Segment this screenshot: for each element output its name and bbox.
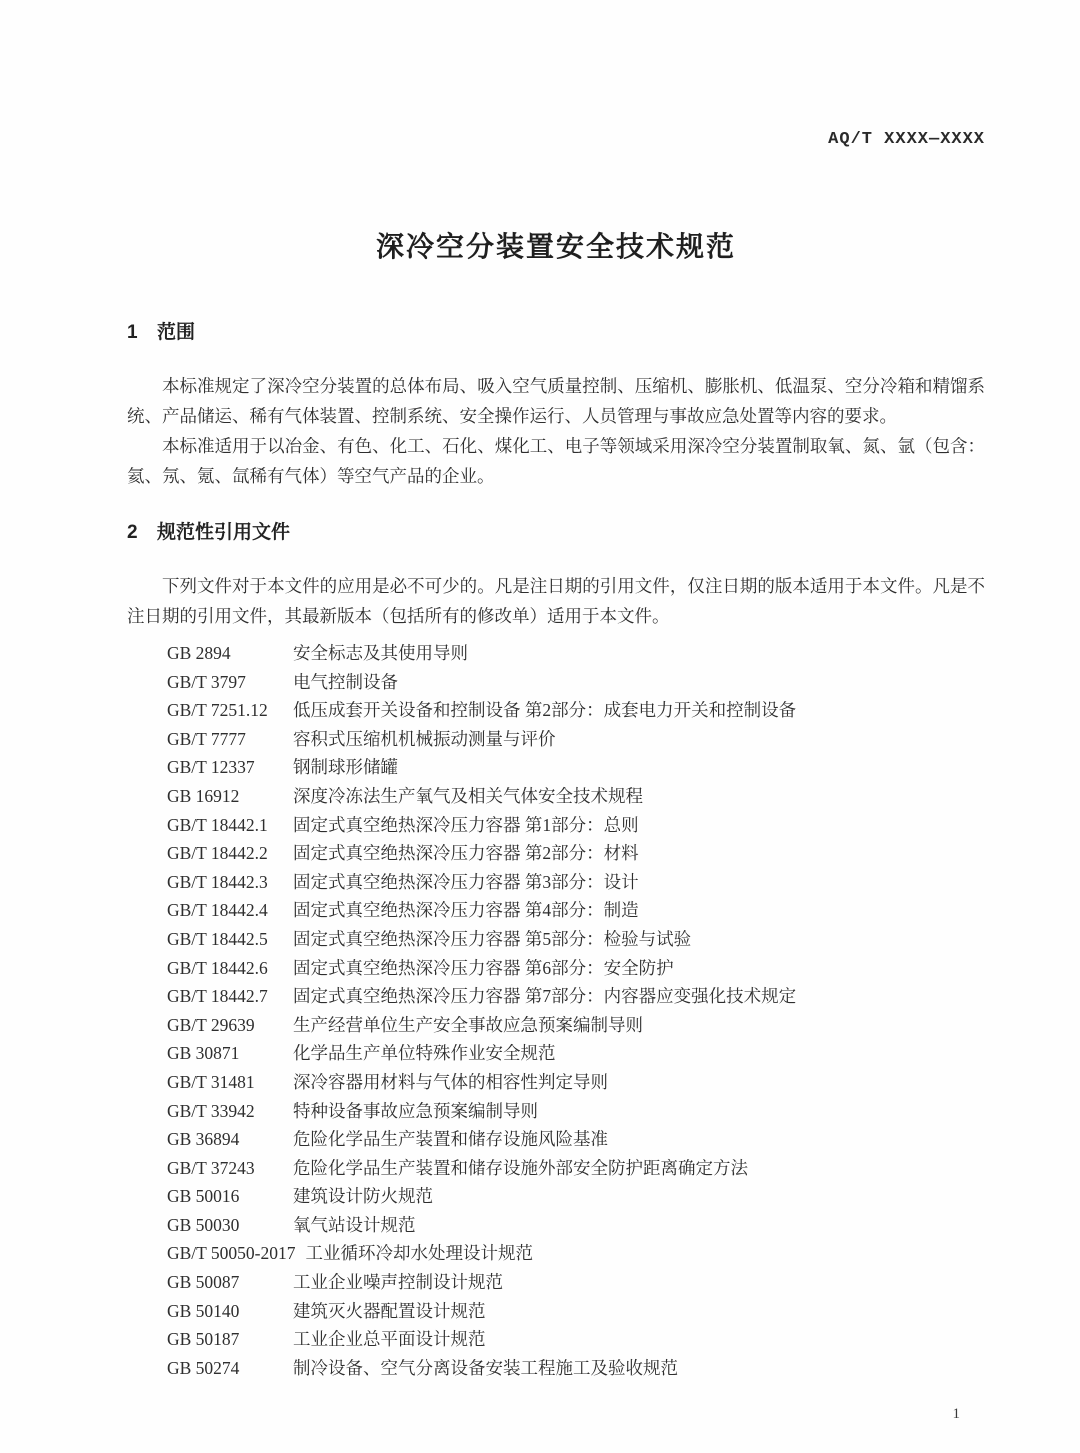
reference-code: GB/T 31481 [167,1071,255,1092]
reference-item [127,639,985,668]
reference-code: GB/T 37243 [167,1157,255,1178]
section-2-heading [127,521,985,545]
section-1-heading [127,321,985,345]
reference-code: GB/T 33942 [167,1100,255,1121]
reference-title: 特种设备事故应急预案编制导则 [293,1100,538,1121]
reference-item [127,1325,985,1354]
section-1-label: 范围 [157,322,196,343]
reference-title: 氧气站设计规范 [293,1214,416,1235]
document-title: 深冷空分装置安全技术规范 [375,231,736,262]
reference-title: 安全标志及其使用导则 [293,643,468,663]
reference-item [127,1125,985,1154]
reference-code: GB 50030 [167,1214,240,1235]
reference-title: 工业循环冷却水处理设计规范 [305,1243,533,1264]
reference-item [127,1268,985,1297]
reference-title: 建筑设计防火规范 [293,1186,433,1207]
reference-title: 深度冷冻法生产氧气及相关气体安全技术规程 [293,785,643,806]
reference-code: GB 50016 [167,1186,240,1207]
reference-title: 固定式真空绝热深冷压力容器 第4部分：制造 [293,900,639,921]
reference-code: GB 2894 [167,643,231,663]
reference-title: 固定式真空绝热深冷压力容器 第1部分：总则 [293,814,639,835]
references-intro-paragraph: 下列文件对于本文件的应用是必不可少的。凡是注日期的引用文件，仅注日期的版本适用于本文件。凡是不注日期的引用文件，其最新版本（包括所有的修改单）适用于本文件。 [127,576,985,626]
reference-item [127,1211,985,1240]
reference-title: 固定式真空绝热深冷压力容器 第3部分：设计 [293,871,639,892]
reference-code: GB/T 7777 [167,728,246,749]
reference-item [127,1354,985,1383]
reference-item [127,1297,985,1326]
reference-code: GB 50087 [167,1272,240,1293]
reference-item [127,782,985,811]
reference-code: GB 50274 [167,1357,240,1378]
page-header [127,130,985,149]
reference-item [127,696,985,725]
reference-code: GB/T 18442.4 [167,900,268,921]
reference-item [127,982,985,1011]
reference-code: GB/T 3797 [167,671,246,692]
reference-code: GB/T 29639 [167,1014,255,1035]
scope-paragraph-2: 本标准适用于以冶金、有色、化工、石化、煤化工、电子等领域采用深冷空分装置制取氧、氮、氩（包含：氦、氖、氪、氙稀有气体）等空气产品的企业。 [127,436,985,486]
reference-item [127,1068,985,1097]
reference-title: 工业企业噪声控制设计规范 [293,1272,503,1293]
reference-code: GB/T 50050-2017 [167,1243,296,1264]
reference-code: GB/T 7251.12 [167,700,268,721]
reference-title: 固定式真空绝热深冷压力容器 第6部分：安全防护 [293,957,674,978]
reference-code: GB/T 18442.7 [167,986,268,1007]
reference-code: GB 50140 [167,1300,240,1321]
section-2-label: 规范性引用文件 [157,522,291,543]
reference-item [127,954,985,983]
reference-list [127,639,985,1382]
reference-code: GB 30871 [167,1043,240,1064]
reference-item [127,1154,985,1183]
section-2-number: 2 [127,522,138,543]
reference-title: 化学品生产单位特殊作业安全规范 [293,1043,556,1064]
reference-code: GB 36894 [167,1129,240,1150]
reference-code: GB/T 18442.1 [167,814,268,835]
reference-title: 工业企业总平面设计规范 [293,1329,486,1350]
reference-item [127,811,985,840]
reference-item [127,925,985,954]
reference-title: 危险化学品生产装置和储存设施外部安全防护距离确定方法 [293,1157,748,1178]
reference-item [127,896,985,925]
reference-item [127,1039,985,1068]
reference-title: 深冷容器用材料与气体的相容性判定导则 [293,1071,608,1092]
reference-title: 电气控制设备 [293,671,398,692]
reference-title: 低压成套开关设备和控制设备 第2部分：成套电力开关和控制设备 [293,700,797,721]
reference-title: 危险化学品生产装置和储存设施风险基准 [293,1129,608,1150]
reference-item [127,725,985,754]
reference-title: 固定式真空绝热深冷压力容器 第7部分：内容器应变强化技术规定 [293,986,797,1007]
standard-code: AQ/T XXXX—XXXX [828,130,985,149]
reference-item [127,839,985,868]
reference-code: GB 50187 [167,1329,240,1350]
reference-code: GB/T 18442.2 [167,843,268,864]
reference-item [127,868,985,897]
reference-title: 固定式真空绝热深冷压力容器 第2部分：材料 [293,843,639,864]
reference-title: 制冷设备、空气分离设备安装工程施工及验收规范 [293,1357,678,1378]
reference-item [127,753,985,782]
reference-title: 固定式真空绝热深冷压力容器 第5部分：检验与试验 [293,928,692,949]
reference-item [127,1011,985,1040]
scope-paragraph-1: 本标准规定了深冷空分装置的总体布局、吸入空气质量控制、压缩机、膨胀机、低温泵、空分冷箱和精馏系统、产品储运、稀有气体装置、控制系统、安全操作运行、人员管理与事故应急处置等内容的要求。 [127,376,985,426]
reference-item [127,1182,985,1211]
reference-title: 生产经营单位生产安全事故应急预案编制导则 [293,1014,643,1035]
reference-code: GB/T 18442.3 [167,871,268,892]
reference-item [127,1097,985,1126]
reference-code: GB/T 18442.5 [167,928,268,949]
reference-item [127,1239,985,1268]
reference-title: 容积式压缩机机械振动测量与评价 [293,728,556,749]
section-1-number: 1 [127,322,138,343]
reference-title: 建筑灭火器配置设计规范 [293,1300,486,1321]
reference-code: GB/T 18442.6 [167,957,268,978]
reference-code: GB/T 12337 [167,757,255,778]
reference-code: GB 16912 [167,785,240,806]
reference-item [127,668,985,697]
page-number: 1 [952,1406,960,1422]
reference-title: 钢制球形储罐 [293,757,398,778]
